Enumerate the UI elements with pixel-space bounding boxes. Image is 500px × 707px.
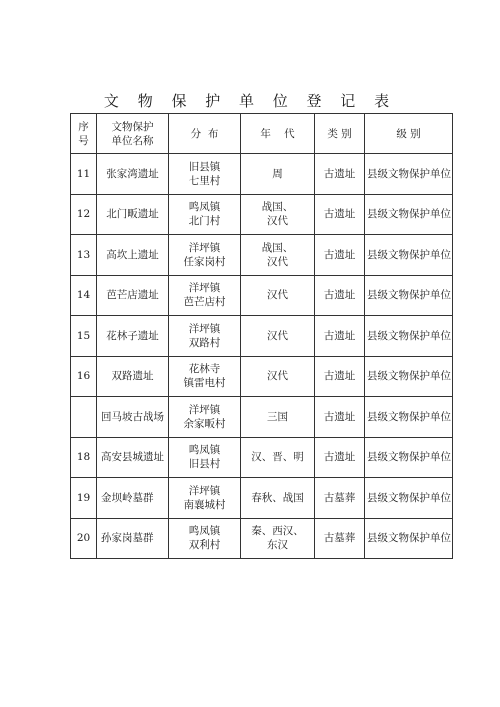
- header-location: 分 布: [169, 114, 241, 154]
- cell-category: 古墓葬: [315, 478, 365, 519]
- cell-era: 战国、 汉代: [241, 235, 315, 276]
- cell-location: 花林寺 镇雷电村: [169, 356, 241, 397]
- cell-category: 古遗址: [315, 235, 365, 276]
- header-era: 年 代: [241, 114, 315, 154]
- cell-seq: 11: [71, 154, 97, 195]
- cell-category: 古遗址: [315, 356, 365, 397]
- cell-era: 周: [241, 154, 315, 195]
- header-name: 文物保护 单位名称: [97, 114, 169, 154]
- table-body: [71, 154, 453, 559]
- registration-table: [70, 113, 453, 559]
- table-row: [71, 518, 453, 559]
- cell-category: 古遗址: [315, 275, 365, 316]
- table-row: [71, 356, 453, 397]
- cell-seq: 13: [71, 235, 97, 276]
- cell-seq: 16: [71, 356, 97, 397]
- cell-level: 县级文物保护单位: [365, 356, 453, 397]
- cell-era: 春秋、战国: [241, 478, 315, 519]
- cell-location: 洋坪镇 南襄城村: [169, 478, 241, 519]
- cell-location: 洋坪镇 余家畈村: [169, 397, 241, 438]
- cell-level: 县级文物保护单位: [365, 437, 453, 478]
- cell-category: 古遗址: [315, 397, 365, 438]
- cell-level: 县级文物保护单位: [365, 397, 453, 438]
- table-row: [71, 275, 453, 316]
- cell-seq: 12: [71, 194, 97, 235]
- cell-category: 古遗址: [315, 154, 365, 195]
- cell-name: 金坝岭墓群: [97, 478, 169, 519]
- cell-category: 古遗址: [315, 194, 365, 235]
- cell-era: 汉、晋、明: [241, 437, 315, 478]
- cell-seq: 20: [71, 518, 97, 559]
- cell-location: 洋坪镇 任家岗村: [169, 235, 241, 276]
- cell-era: 战国、 汉代: [241, 194, 315, 235]
- header-category: 类 别: [315, 114, 365, 154]
- cell-location: 鸣凤镇 双利村: [169, 518, 241, 559]
- table-header: [71, 114, 453, 154]
- cell-name: 芭芒店遗址: [97, 275, 169, 316]
- cell-seq: 19: [71, 478, 97, 519]
- cell-level: 县级文物保护单位: [365, 478, 453, 519]
- cell-name: 高坎上遗址: [97, 235, 169, 276]
- cell-era: 汉代: [241, 316, 315, 357]
- cell-name: 高安县城遗址: [97, 437, 169, 478]
- cell-level: 县级文物保护单位: [365, 518, 453, 559]
- cell-category: 古遗址: [315, 437, 365, 478]
- cell-location: 洋坪镇 芭芒店村: [169, 275, 241, 316]
- cell-location: 鸣凤镇 北门村: [169, 194, 241, 235]
- cell-category: 古墓葬: [315, 518, 365, 559]
- cell-era: 汉代: [241, 275, 315, 316]
- cell-name: 张家湾遗址: [97, 154, 169, 195]
- cell-level: 县级文物保护单位: [365, 154, 453, 195]
- cell-level: 县级文物保护单位: [365, 275, 453, 316]
- cell-name: 花林子遗址: [97, 316, 169, 357]
- header-row: [71, 114, 453, 154]
- cell-seq: 15: [71, 316, 97, 357]
- cell-level: 县级文物保护单位: [365, 194, 453, 235]
- table-row: [71, 194, 453, 235]
- cell-name: 回马坡古战场: [97, 397, 169, 438]
- cell-seq: [71, 397, 97, 438]
- cell-seq: 18: [71, 437, 97, 478]
- page-title: 文 物 保 护 单 位 登 记 表: [103, 92, 397, 110]
- cell-era: 三国: [241, 397, 315, 438]
- cell-name: 北门畈遗址: [97, 194, 169, 235]
- table-row: [71, 397, 453, 438]
- cell-era: 汉代: [241, 356, 315, 397]
- cell-seq: 14: [71, 275, 97, 316]
- table-row: [71, 316, 453, 357]
- cell-location: 旧县镇 七里村: [169, 154, 241, 195]
- cell-location: 鸣凤镇 旧县村: [169, 437, 241, 478]
- cell-level: 县级文物保护单位: [365, 235, 453, 276]
- cell-name: 双路遗址: [97, 356, 169, 397]
- header-seq: 序 号: [71, 114, 97, 154]
- cell-name: 孙家岗墓群: [97, 518, 169, 559]
- table-row: [71, 235, 453, 276]
- cell-level: 县级文物保护单位: [365, 316, 453, 357]
- cell-location: 洋坪镇 双路村: [169, 316, 241, 357]
- table-row: [71, 437, 453, 478]
- cell-era: 秦、西汉、 东汉: [241, 518, 315, 559]
- header-level: 级 别: [365, 114, 453, 154]
- table-row: [71, 154, 453, 195]
- table-row: [71, 478, 453, 519]
- cell-category: 古遗址: [315, 316, 365, 357]
